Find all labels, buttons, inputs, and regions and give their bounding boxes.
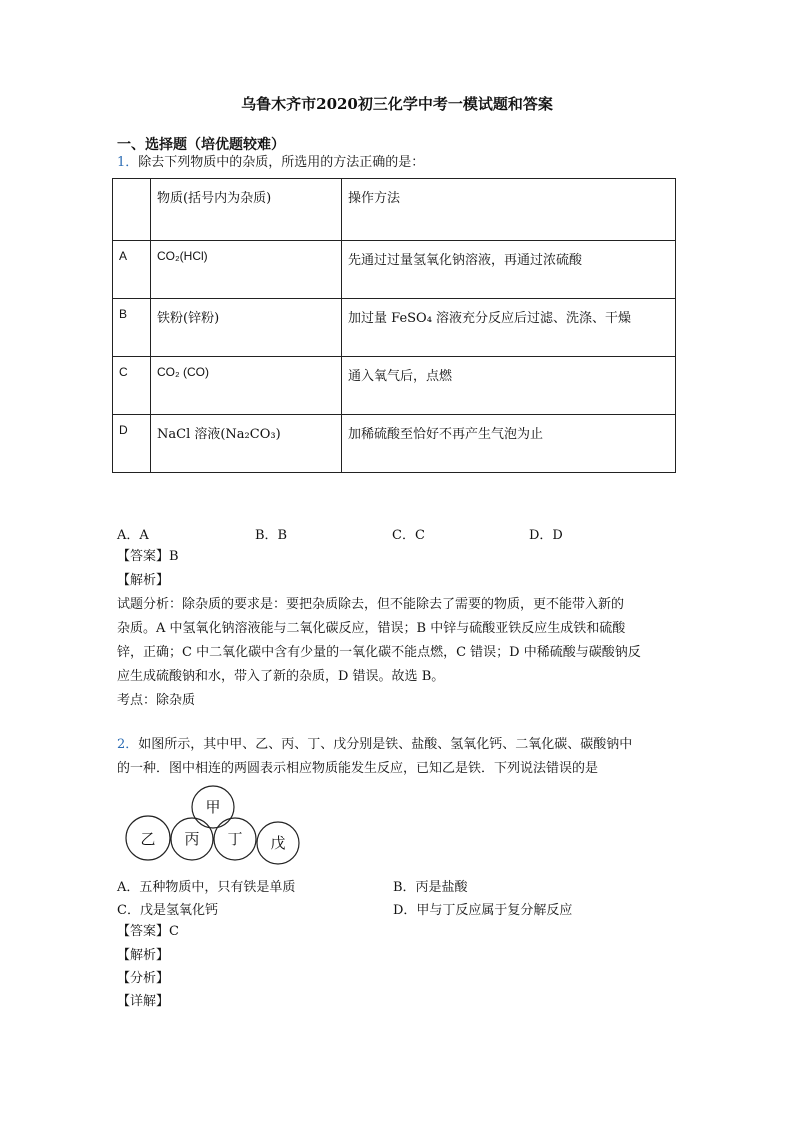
q2-choice-c: C．戊是氢氧化钙 bbox=[117, 903, 218, 918]
question-2-stem bbox=[117, 733, 673, 781]
table-row bbox=[113, 299, 676, 357]
row-label: D bbox=[113, 415, 151, 473]
question-1-stem bbox=[117, 152, 424, 174]
row-label: A bbox=[113, 241, 151, 299]
q2-choice-d: D．甲与丁反应属于复分解反应 bbox=[393, 903, 573, 918]
question-1-answer: 【答案】B bbox=[117, 549, 179, 564]
choice-b: B．B bbox=[255, 528, 288, 543]
row-substance: NaCl 溶液(Na₂CO₃) bbox=[151, 415, 342, 473]
analysis-line: 杂质。A 中氢氧化钠溶液能与二氧化碳反应，错误；B 中锌与硫酸亚铁反应生成铁和硫酸 bbox=[117, 621, 626, 636]
question-2-number: 2． bbox=[117, 737, 139, 752]
analysis-line: 试题分析：除杂质的要求是：要把杂质除去，但不能除去了需要的物质，更不能带入新的 bbox=[117, 597, 625, 612]
choice-d: D．D bbox=[529, 528, 563, 543]
label-jia: 甲 bbox=[205, 798, 221, 816]
table-header-cell: 物质(括号内为杂质) bbox=[151, 179, 342, 241]
row-label: C bbox=[113, 357, 151, 415]
label-yi: 乙 bbox=[140, 830, 156, 848]
label-bing: 丙 bbox=[184, 830, 200, 848]
question-2-analysis-label: 【解析】 bbox=[117, 948, 170, 963]
analysis-line: 锌，正确；C 中二氧化碳中含有少量的一氧化碳不能点燃，C 错误；D 中稀硫酸与碳酸钠反 bbox=[117, 645, 641, 660]
table-row bbox=[113, 415, 676, 473]
question-1-analysis bbox=[117, 593, 673, 689]
analysis-line: 应生成硫酸钠和水，带入了新的杂质，D 错误。故选 B。 bbox=[117, 669, 445, 684]
question-2-answer: 【答案】C bbox=[117, 924, 179, 939]
row-label: B bbox=[113, 299, 151, 357]
question-2-text-line: 的一种．图中相连的两圆表示相应物质能发生反应，已知乙是铁．下列说法错误的是 bbox=[117, 761, 599, 776]
table-row bbox=[113, 241, 676, 299]
question-2-fenxi-label: 【分析】 bbox=[117, 971, 170, 986]
table-row bbox=[113, 357, 676, 415]
choice-a: A．A bbox=[117, 528, 149, 543]
table-header-cell bbox=[113, 179, 151, 241]
table-header-row bbox=[113, 179, 676, 241]
question-1-analysis-label: 【解析】 bbox=[117, 573, 170, 588]
row-substance: CO₂(HCl) bbox=[151, 241, 342, 299]
row-substance: 铁粉(锌粉) bbox=[151, 299, 342, 357]
question-1-table bbox=[112, 178, 676, 473]
q2-choice-a: A．五种物质中，只有铁是单质 bbox=[117, 880, 296, 895]
row-method: 加过量 FeSO₄ 溶液充分反应后过滤、洗涤、干燥 bbox=[342, 299, 676, 357]
table-header-cell: 操作方法 bbox=[342, 179, 676, 241]
row-method: 通入氧气后，点燃 bbox=[342, 357, 676, 415]
q2-choice-b: B．丙是盐酸 bbox=[393, 880, 468, 895]
document-title: 乌鲁木齐市2020初三化学中考一模试题和答案 bbox=[241, 95, 553, 113]
reaction-circles-diagram bbox=[120, 783, 320, 873]
label-wu: 戊 bbox=[270, 834, 286, 852]
question-1-number: 1． bbox=[117, 155, 139, 170]
choice-c: C．C bbox=[392, 528, 425, 543]
row-substance: CO₂ (CO) bbox=[151, 357, 342, 415]
question-1-text: 除去下列物质中的杂质，所选用的方法正确的是： bbox=[138, 155, 425, 170]
label-ding: 丁 bbox=[227, 830, 243, 848]
question-2-text-line: 如图所示，其中甲、乙、丙、丁、戊分别是铁、盐酸、氢氧化钙、二氧化碳、碳酸钠中 bbox=[138, 737, 633, 752]
question-2-xiangjie-label: 【详解】 bbox=[117, 994, 170, 1009]
section-heading: 一、选择题（培优题较难） bbox=[117, 137, 285, 153]
row-method: 先通过过量氢氧化钠溶液，再通过浓硫酸 bbox=[342, 241, 676, 299]
question-1-kaodian: 考点：除杂质 bbox=[117, 693, 196, 708]
row-method: 加稀硫酸至恰好不再产生气泡为止 bbox=[342, 415, 676, 473]
